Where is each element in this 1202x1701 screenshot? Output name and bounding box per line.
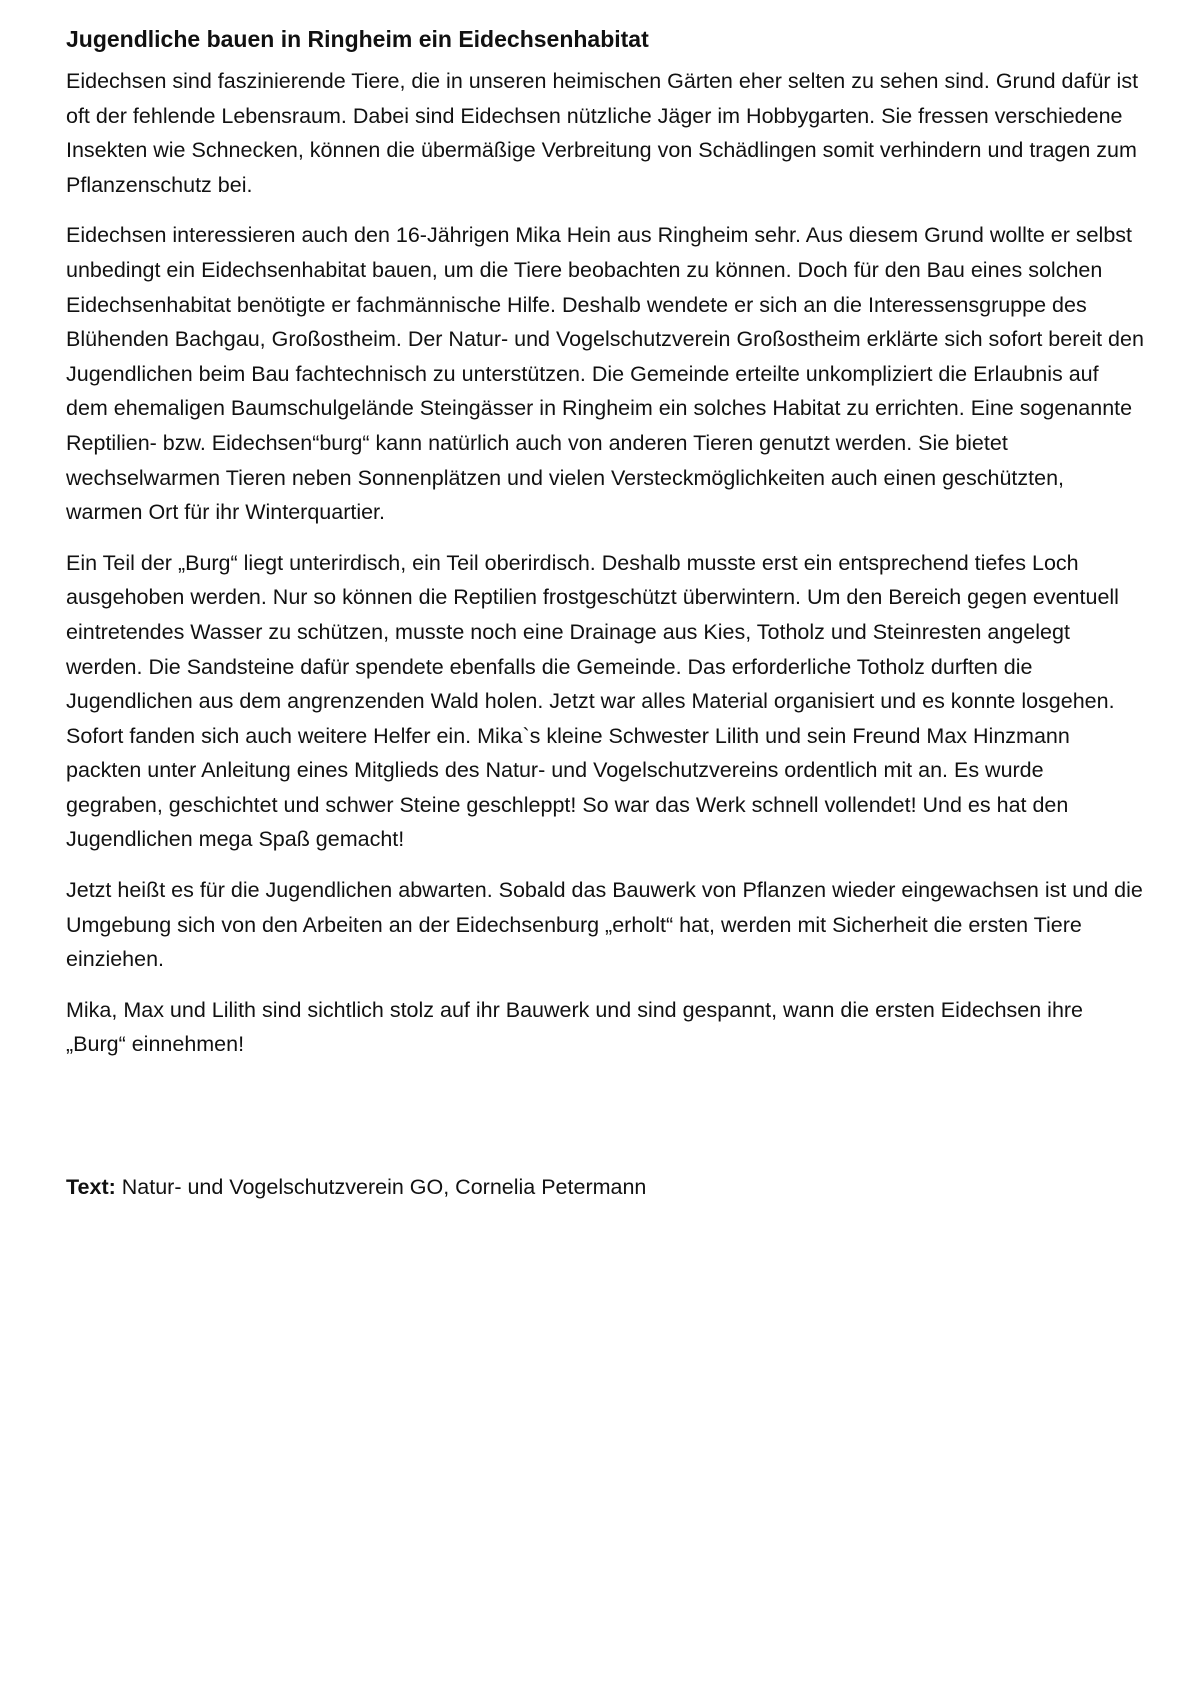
paragraph-intro: Eidechsen sind faszinierende Tiere, die in unseren heimischen Gärten eher selten zu sehen sind. Grund dafür ist oft der fehlende Lebensraum. Dabei sind Eidechsen nützliche Jäger im Hobbygarten. Sie fressen verschiedene Insekten wie Schnecken, können die übermäßige Verbreitung von Schädlingen somit verhindern und tragen zum Pflanzenschutz bei. [66,69,1139,197]
paragraph-closing: Mika, Max und Lilith sind sichtlich stolz auf ihr Bauwerk und sind gespannt, wann die ersten Eidechsen ihre „Burg“ einnehmen! [66,997,1084,1057]
text-credit [66,1170,1146,1204]
blank-space [66,1078,1146,1170]
document-title: Jugendliche bauen in Ringheim ein Eidechsenhabitat [66,26,649,52]
paragraph-waiting: Jetzt heißt es für die Jugendlichen abwarten. Sobald das Bauwerk von Pflanzen wieder eingewachsen ist und die Umgebung sich von den Arbeiten an der Eidechsenburg „erholt“ hat, werden mit Sicherheit die ersten Tiere einziehen. [66,878,1143,972]
credit-label: Text: [66,1175,116,1200]
credit-value: Natur- und Vogelschutzverein GO, Cornelia Petermann [115,1175,647,1200]
paragraph-construction: Ein Teil der „Burg“ liegt unterirdisch, ein Teil oberirdisch. Deshalb musste erst ein entsprechend tiefes Loch ausgehoben werden. Nur so können die Reptilien frostgeschützt überwintern. Um den Bereich gegen eventuell eintretendes Wasser zu schützen, musste noch eine Drainage aus Kies, Totholz und Steinresten angelegt werden. Die Sandsteine dafür spendete ebenfalls die Gemeinde. Das erforderliche Totholz durften die Jugendlichen aus dem angrenzenden Wald holen. Jetzt war alles Material organisiert und es konnte losgehen. Sofort fanden sich auch weitere Helfer ein. Mika`s kleine Schwester Lilith und sein Freund Max Hinzmann packten unter Anleitung eines Mitglieds des Natur- und Vogelschutzvereins ordentlich mit an. Es wurde gegraben, geschichtet und schwer Steine geschleppt! So war das Werk schnell vollendet! Und es hat den Jugendlichen mega Spaß gemacht! [66,550,1119,852]
paragraph-project: Eidechsen interessieren auch den 16-Jährigen Mika Hein aus Ringheim sehr. Aus diesem Grund wollte er selbst unbedingt ein Eidechsenhabitat bauen, um die Tiere beobachten zu können. Doch für den Bau eines solchen Eidechsenhabitat benötigte er fachmännische Hilfe. Deshalb wendete er sich an die Interessensgruppe des Blühenden Bachgau, Großostheim. Der Natur- und Vogelschutzverein Großostheim erklärte sich sofort bereit den Jugendlichen beim Bau fachtechnisch zu unterstützen. Die Gemeinde erteilte unkompliziert die Erlaubnis auf dem ehemaligen Baumschulgelände Steingässer in Ringheim ein solches Habitat zu errichten. Eine sogenannte Reptilien- bzw. Eidechsen“burg“ kann natürlich auch von anderen Tieren genutzt werden. Sie bietet wechselwarmen Tieren neben Sonnenplätzen und vielen Versteckmöglichkeiten auch einen geschützten, warmen Ort für ihr Winterquartier. [66,223,1144,525]
document-page [66,22,1146,1204]
